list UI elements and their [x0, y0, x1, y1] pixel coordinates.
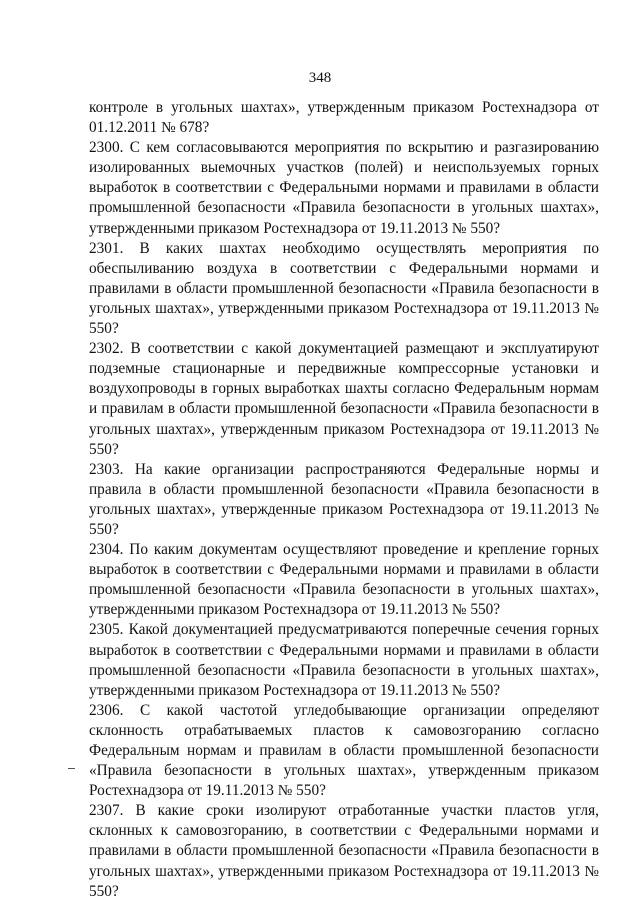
question-2307: 2307. В какие сроки изолируют отработанные участки пластов угля, склонных к самовозгоранию, в соответствии с Федеральными нормами и правилами в области промышленной безопасности «Правила безопасности в угольных шахтах», утвержденными приказом Ростехнадзора от 19.11.2013 № 550? [89, 802, 599, 900]
question-2304: 2304. По каким документам осуществляют проведение и крепление горных выработок в соответствии с Федеральными нормами и правилами в области промышленной безопасности «Правила безопасности в угольных шахтах», утвержденными приказом Ростехнадзора от 19.11.2013 № 550? [89, 541, 599, 619]
question-2303: 2303. На какие организации распространяются Федеральные нормы и правила в области промышленной безопасности «Правила безопасности в угольных шахтах», утвержденные приказом Ростехнадзора от 19.11.2013 № 550? [89, 460, 599, 538]
margin-mark [68, 768, 75, 769]
question-2305: 2305. Какой документацией предусматриваются поперечные сечения горных выработок в соответствии с Федеральными нормами и правилами в области промышленной безопасности «Правила безопасности в угольных шахтах», утвержденными приказом Ростехнадзора от 19.11.2013 № 550? [89, 621, 599, 699]
question-2306: 2306. С какой частотой угледобывающие организации определяют склонность отрабатываемых пластов к самовозгоранию согласно Федеральным нормам и правилам в области промышленной безопасности «Правила безопасности в угольных шахтах», утвержденным приказом Ростехнадзора от 19.11.2013 № 550? [89, 701, 599, 800]
page-number: 348 [308, 70, 332, 86]
question-2302: 2302. В соответствии с какой документацией размещают и эксплуатируют подземные стационарные и передвижные компрессорные установки и воздухопроводы в горных выработках шахты согласно Федеральным нормам и правилам в области промышленной безопасности «Правила безопасности в угольных шахтах», утвержденным приказом Ростехнадзора от 19.11.2013 № 550? [89, 340, 599, 458]
paragraph-continuation: контроле в угольных шахтах», утвержденным приказом Ростехнадзора от 01.12.2011 № 678? [89, 99, 599, 137]
document-body [89, 98, 599, 902]
question-2300: 2300. С кем согласовываются мероприятия по вскрытию и разгазированию изолированных выемочных участков (полей) и неиспользуемых горных выработок в соответствии с Федеральными нормами и правилами в области промышленной безопасности «Правила безопасности в угольных шахтах», утвержденными приказом Ростехнадзора от 19.11.2013 № 550? [89, 139, 599, 237]
question-2301: 2301. В каких шахтах необходимо осуществлять мероприятия по обеспыливанию воздуха в соответствии с Федеральными нормами и правилами в области промышленной безопасности «Правила безопасности в угольных шахтах», утвержденными приказом Ростехнадзора от 19.11.2013 № 550? [89, 239, 599, 338]
